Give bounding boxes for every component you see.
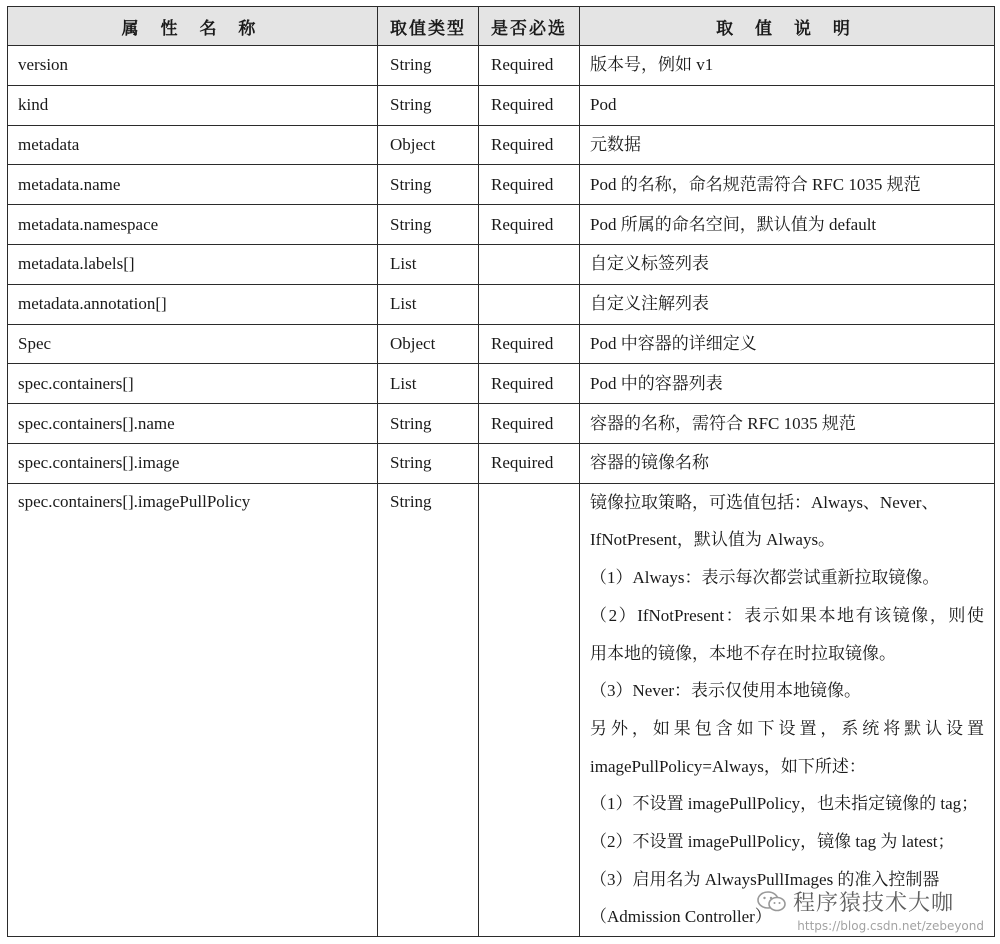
- watermark: [757, 886, 954, 917]
- table-row: [8, 85, 995, 125]
- required-cell: Required: [479, 46, 580, 86]
- required-cell: Required: [479, 324, 580, 364]
- wechat-icon: [757, 890, 787, 914]
- required-cell: [479, 483, 580, 936]
- required-cell: Required: [479, 125, 580, 165]
- header-required: 是否必选: [479, 7, 580, 46]
- value-type-cell: String: [378, 205, 479, 245]
- attribute-name-cell: spec.containers[]: [8, 364, 378, 404]
- description-cell: 自定义注解列表: [580, 284, 995, 324]
- description-line: （3）Never：表示仅使用本地镜像。: [590, 681, 862, 701]
- description-cell: [580, 483, 995, 936]
- required-cell: Required: [479, 85, 580, 125]
- table-row: [8, 443, 995, 483]
- description-line: （1）Always：表示每次都尝试重新拉取镜像。: [590, 568, 940, 588]
- value-type-cell: String: [378, 46, 479, 86]
- table-row: [8, 46, 995, 86]
- description-cell: 自定义标签列表: [580, 244, 995, 284]
- value-type-cell: Object: [378, 324, 479, 364]
- attribute-name-cell: metadata.namespace: [8, 205, 378, 245]
- attribute-name-cell: metadata: [8, 125, 378, 165]
- description-line: （2）不设置 imagePullPolicy，镜像 tag 为 latest；: [590, 831, 955, 851]
- value-type-cell: String: [378, 85, 479, 125]
- attribute-name-cell: Spec: [8, 324, 378, 364]
- description-cell: 元数据: [580, 125, 995, 165]
- description-line: （2）IfNotPresent：表示如果本地有该镜像，则使: [590, 605, 984, 625]
- table-row: [8, 165, 995, 205]
- watermark-url: https://blog.csdn.net/zebeyond: [797, 919, 984, 934]
- required-cell: [479, 244, 580, 284]
- attribute-name-cell: kind: [8, 85, 378, 125]
- value-type-cell: List: [378, 284, 479, 324]
- attribute-name-cell: spec.containers[].name: [8, 404, 378, 444]
- header-attribute-name: 属 性 名 称: [8, 7, 378, 46]
- value-type-cell: String: [378, 404, 479, 444]
- table-row: [8, 205, 995, 245]
- description-cell: 版本号，例如 v1: [580, 46, 995, 86]
- document-page: [7, 6, 994, 937]
- table-row: [8, 244, 995, 284]
- description-line: 镜像拉取策略，可选值包括：Always、Never、: [590, 492, 939, 512]
- required-cell: Required: [479, 443, 580, 483]
- description-cell: Pod 中容器的详细定义: [580, 324, 995, 364]
- attribute-name-cell: spec.containers[].imagePullPolicy: [8, 483, 378, 936]
- value-type-cell: String: [378, 483, 479, 936]
- description-line: 另外，如果包含如下设置，系统将默认设置: [590, 718, 984, 738]
- value-type-cell: List: [378, 244, 479, 284]
- attribute-name-cell: version: [8, 46, 378, 86]
- description-line: 用本地的镜像，本地不存在时拉取镜像。: [590, 643, 896, 663]
- pod-spec-table: [7, 6, 995, 937]
- description-cell: Pod 中的容器列表: [580, 364, 995, 404]
- attribute-name-cell: metadata.annotation[]: [8, 284, 378, 324]
- value-type-cell: List: [378, 364, 479, 404]
- table-row: [8, 284, 995, 324]
- description-line: IfNotPresent，默认值为 Always。: [590, 530, 836, 550]
- table-row: [8, 483, 995, 936]
- description-line: （1）不设置 imagePullPolicy，也未指定镜像的 tag；: [590, 794, 979, 814]
- watermark-text: 程序猿技术大咖: [792, 891, 954, 917]
- description-line: （3）启用名为 AlwaysPullImages 的准入控制器: [590, 869, 940, 889]
- header-description: 取 值 说 明: [580, 7, 995, 46]
- table-body: [8, 46, 995, 937]
- description-line: （Admission Controller）: [590, 907, 772, 927]
- table-row: [8, 125, 995, 165]
- description-cell: 容器的镜像名称: [580, 443, 995, 483]
- value-type-cell: String: [378, 165, 479, 205]
- header-value-type: 取值类型: [378, 7, 479, 46]
- attribute-name-cell: metadata.labels[]: [8, 244, 378, 284]
- description-line: imagePullPolicy=Always，如下所述：: [590, 756, 866, 776]
- value-type-cell: Object: [378, 125, 479, 165]
- table-header-row: [8, 7, 995, 46]
- table-row: [8, 324, 995, 364]
- description-cell: Pod 所属的命名空间，默认值为 default: [580, 205, 995, 245]
- description-cell: Pod 的名称，命名规范需符合 RFC 1035 规范: [580, 165, 995, 205]
- attribute-name-cell: spec.containers[].image: [8, 443, 378, 483]
- attribute-name-cell: metadata.name: [8, 165, 378, 205]
- table-row: [8, 364, 995, 404]
- required-cell: Required: [479, 205, 580, 245]
- value-type-cell: String: [378, 443, 479, 483]
- required-cell: [479, 284, 580, 324]
- description-cell: Pod: [580, 85, 995, 125]
- required-cell: Required: [479, 165, 580, 205]
- required-cell: Required: [479, 404, 580, 444]
- description-cell: 容器的名称，需符合 RFC 1035 规范: [580, 404, 995, 444]
- required-cell: Required: [479, 364, 580, 404]
- table-row: [8, 404, 995, 444]
